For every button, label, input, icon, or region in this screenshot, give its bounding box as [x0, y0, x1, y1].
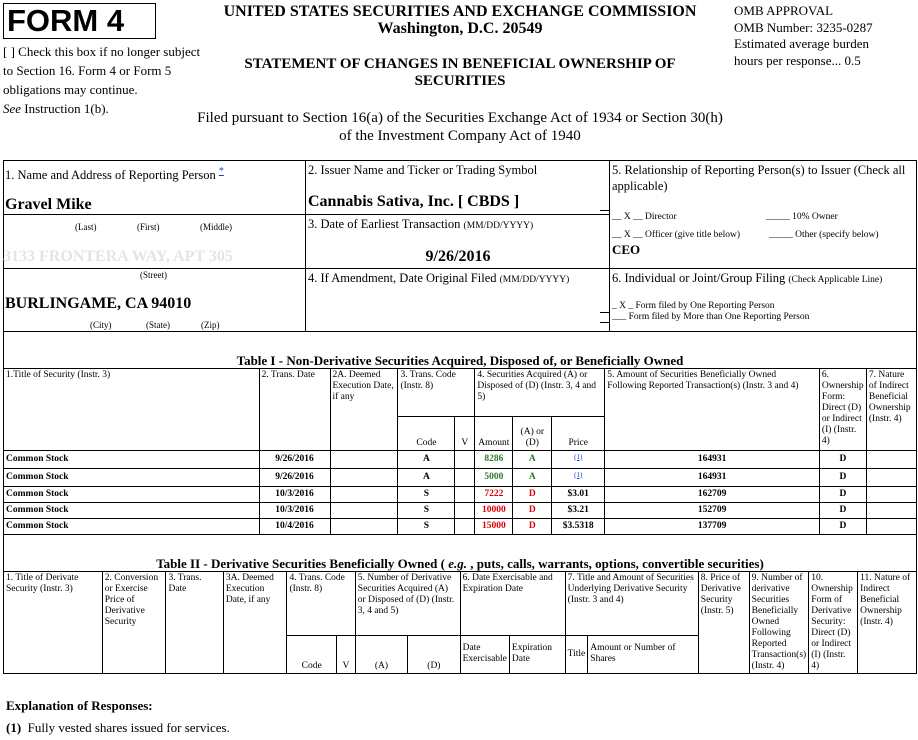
box6-label-text: 6. Individual or Joint/Group Filing — [612, 271, 786, 285]
t1-cell-title — [4, 518, 260, 534]
check-note-text: [ ] Check this box if no longer subject to Section 16. Form 4 or Form 5 obligations may continue. — [3, 44, 201, 97]
t1-cell-code — [398, 502, 455, 518]
t2-header-owned: 9. Number of derivative Securities Beneficially Owned Following Reported Transaction(s) (Instr. 4) — [749, 571, 809, 673]
table2-title-pre: Table II - Derivative Securities Beneficially Owned ( — [156, 555, 449, 571]
t1-cell-date — [259, 486, 330, 502]
t1-cell-amount-value: 7222 — [484, 488, 504, 499]
t1-cell-nature — [866, 502, 916, 518]
t1-cell-v — [455, 486, 475, 502]
box6-hint: (Check Applicable Line) — [788, 275, 883, 285]
earliest-transaction-date: 9/26/2016 — [425, 248, 491, 265]
t1-cell-nature — [866, 518, 916, 534]
t1-cell-owned-value: 164931 — [697, 453, 727, 464]
t1-cell-code-value: A — [422, 471, 430, 482]
grid-divider — [609, 160, 610, 332]
box4-label-text: 4. If Amendment, Date Original Filed — [308, 271, 497, 285]
t1-cell-owned-value: 162709 — [697, 488, 727, 499]
form-title: FORM 4 — [3, 3, 156, 39]
t1-cell-owned — [605, 468, 820, 486]
t1-cell-form — [819, 468, 866, 486]
t1-subheader-aord: (A) or (D) — [513, 416, 552, 450]
t1-cell-aord-value: A — [528, 453, 536, 464]
t1-cell-amount — [475, 502, 513, 518]
t2-subheader-expiration: Expiration Date — [509, 635, 565, 673]
officer-title: CEO — [612, 242, 641, 257]
t2-subheader-v: V — [336, 635, 355, 673]
t1-subheader-code: Code — [398, 416, 455, 450]
t1-cell-aord-value: D — [528, 520, 536, 531]
instruction-ref: Instruction 1(b). — [21, 101, 109, 116]
footnote-1 — [6, 720, 230, 736]
statement-title: STATEMENT OF CHANGES IN BENEFICIAL OWNERSHIP OF SECURITIES — [244, 56, 676, 89]
box6-label — [612, 270, 882, 288]
t1-cell-deemed — [330, 450, 398, 468]
t1-header-form: 6. Ownership Form: Direct (D) or Indirect (I) (Instr. 4) — [819, 368, 866, 450]
t1-cell-price-value: $3.21 — [567, 504, 589, 515]
agency-address: Washington, D.C. 20549 — [377, 20, 543, 37]
t1-cell-code-value: S — [423, 488, 430, 499]
box2-label: 2. Issuer Name and Ticker or Trading Symbol — [308, 163, 538, 177]
t1-cell-deemed — [330, 486, 398, 502]
agency-name: UNITED STATES SECURITIES AND EXCHANGE COMMISSION — [223, 3, 697, 20]
t1-cell-form — [819, 450, 866, 468]
t1-cell-price — [552, 450, 605, 468]
reporting-person-name: Gravel Mike — [5, 196, 92, 213]
t1-cell-form-value: D — [839, 488, 847, 499]
t1-cell-form-value: D — [839, 520, 847, 531]
relationship-other[interactable]: _____ Other (specify below) — [769, 230, 879, 240]
t2-subheader-code: Code — [287, 635, 337, 673]
t1-cell-owned-value: 164931 — [697, 471, 727, 482]
t1-cell-code — [398, 450, 455, 468]
section16-check-note — [3, 42, 203, 118]
t1-cell-aord-value: A — [528, 471, 536, 482]
t1-cell-aord — [513, 486, 552, 502]
t2-subheader-exercisable: Date Exercisable — [460, 635, 509, 673]
t2-header-form: 10. Ownership Form of Derivative Security: Direct (D) or Indirect (I) (Instr. 4) — [809, 571, 858, 673]
table-row — [4, 450, 917, 468]
t1-cell-deemed — [330, 468, 398, 486]
omb-hours: hours per response... 0.5 — [734, 52, 861, 68]
t1-cell-form-value: D — [839, 453, 847, 464]
agency-header — [200, 3, 720, 37]
explanation-heading: Explanation of Responses: — [6, 698, 153, 713]
t2-header-title: 1. Title of Derivate Security (Instr. 3) — [4, 571, 103, 673]
t1-cell-code — [398, 468, 455, 486]
filing-one-person[interactable]: _ X _ Form filed by One Reporting Person — [612, 301, 775, 311]
t1-header-date: 2. Trans. Date — [259, 368, 330, 450]
t1-header-owned: 5. Amount of Securities Beneficially Owned Following Reported Transaction(s) (Instr. 3 and 4) — [605, 368, 820, 450]
t1-cell-date-value: 9/26/2016 — [275, 453, 314, 464]
footnote-number: (1) — [6, 720, 22, 735]
filed-pursuant-text: Filed pursuant to Section 16(a) of the Securities Exchange Act of 1934 or Section 30(h) of the Investment Company Act of 1940 — [197, 110, 723, 144]
t1-cell-form-value: D — [839, 504, 847, 515]
table2-title-eg: e.g. — [448, 555, 467, 571]
see-label: See — [3, 101, 22, 116]
t1-cell-title — [4, 468, 260, 486]
table-row — [4, 486, 917, 502]
t1-cell-title-value: Common Stock — [6, 520, 69, 531]
t1-cell-price — [552, 486, 605, 502]
t1-cell-date — [259, 502, 330, 518]
grid-divider — [3, 268, 305, 269]
date-format-hint: (MM/DD/YYYY) — [499, 275, 570, 285]
t2-header-date: 3. Trans. Date — [166, 571, 223, 673]
t2-header-underlying: 7. Title and Amount of Securities Underlying Derivative Security (Instr. 3 and 4) — [565, 571, 698, 635]
footnote-text: Fully vested shares issued for services. — [27, 720, 230, 735]
t1-cell-date-value: 10/3/2016 — [275, 488, 314, 499]
t1-cell-owned — [605, 450, 820, 468]
t2-header-code: 4. Trans. Code (Instr. 8) — [287, 571, 355, 635]
t1-cell-title-value: Common Stock — [6, 453, 69, 464]
grid-divider — [305, 160, 306, 332]
t1-cell-date — [259, 450, 330, 468]
city-state-zip: BURLINGAME, CA 94010 — [5, 295, 192, 312]
grid-divider — [305, 268, 917, 269]
filing-multi-person[interactable]: ___ Form filed by More than One Reporting Person — [612, 312, 810, 322]
t2-subheader-title: Title — [565, 635, 588, 673]
t2-header-nature: 11. Nature of Indirect Beneficial Ownership (Instr. 4) — [858, 571, 917, 673]
t1-header-code: 3. Trans. Code (Instr. 8) — [398, 368, 475, 416]
relationship-officer[interactable]: __ X __ Officer (give title below) — [612, 230, 741, 240]
box3-label-text: 3. Date of Earliest Transaction — [308, 217, 461, 231]
table-row — [4, 502, 917, 518]
t1-subheader-v: V — [455, 416, 475, 450]
box5-label: 5. Relationship of Reporting Person(s) to Issuer (Check all applicable) — [612, 163, 906, 193]
t2-header-deemed: 3A. Deemed Execution Date, if any — [223, 571, 287, 673]
box4-label — [308, 270, 569, 288]
table1-non-derivative — [3, 332, 917, 544]
grid-divider — [600, 312, 609, 313]
t1-cell-code — [398, 486, 455, 502]
t1-cell-date-value: 9/26/2016 — [275, 471, 314, 482]
t1-cell-date-value: 10/3/2016 — [275, 504, 314, 515]
t1-header-nature: 7. Nature of Indirect Beneficial Ownership (Instr. 4) — [866, 368, 916, 450]
t2-subheader-a: (A) — [355, 635, 407, 673]
name-part-first: (First) — [137, 222, 160, 232]
t2-subheader-d: (D) — [408, 635, 460, 673]
date-format-hint: (MM/DD/YYYY) — [463, 221, 534, 231]
city-part-city: (City) — [90, 320, 112, 330]
t1-cell-amount-value: 5000 — [484, 471, 504, 482]
t1-header-deemed: 2A. Deemed Execution Date, if any — [330, 368, 398, 450]
grid-divider — [3, 214, 305, 215]
t1-cell-code-value: S — [423, 520, 430, 531]
table2-derivative — [3, 541, 917, 674]
box1-label — [5, 164, 224, 183]
t1-cell-aord — [513, 518, 552, 534]
name-part-middle: (Middle) — [200, 222, 232, 232]
t1-cell-price-value: $3.5318 — [562, 520, 594, 531]
t1-cell-date-value: 10/4/2016 — [275, 520, 314, 531]
t1-cell-amount — [475, 518, 513, 534]
t1-cell-owned-value: 152709 — [697, 504, 727, 515]
t1-cell-aord — [513, 468, 552, 486]
t1-cell-code-value: S — [423, 504, 430, 515]
t1-cell-aord — [513, 450, 552, 468]
table1-title: Table I - Non-Derivative Securities Acquired, Disposed of, or Beneficially Owned — [4, 332, 917, 368]
t1-cell-amount — [475, 486, 513, 502]
t1-cell-title — [4, 486, 260, 502]
t1-cell-owned-value: 137709 — [697, 520, 727, 531]
t1-cell-v — [455, 502, 475, 518]
t1-cell-code-value: A — [422, 453, 430, 464]
t1-cell-amount-value: 8286 — [484, 453, 504, 464]
t1-cell-price — [552, 468, 605, 486]
t1-cell-v — [455, 518, 475, 534]
t1-cell-price — [552, 502, 605, 518]
t1-cell-aord-value: D — [528, 504, 536, 515]
t1-subheader-price: Price — [552, 416, 605, 450]
box3-label — [308, 216, 533, 234]
t1-cell-amount-value: 15000 — [481, 520, 506, 531]
street-address: 3133 FRONTERA WAY, APT 305 — [3, 248, 233, 265]
issuer-name: Cannabis Sativa, Inc. [ CBDS ] — [308, 193, 520, 210]
t1-cell-form — [819, 502, 866, 518]
t1-cell-nature — [866, 486, 916, 502]
t2-header-exercisable: 6. Date Exercisable and Expiration Date — [460, 571, 565, 635]
t1-cell-aord-value: D — [528, 488, 536, 499]
t1-cell-owned — [605, 486, 820, 502]
table2-title — [4, 541, 917, 571]
t1-cell-nature — [866, 450, 916, 468]
t1-cell-v — [455, 468, 475, 486]
t2-subheader-amount: Amount or Number of Shares — [588, 635, 699, 673]
t1-cell-form-value: D — [839, 471, 847, 482]
omb-burden: Estimated average burden — [734, 36, 869, 51]
t1-cell-title-value: Common Stock — [6, 488, 69, 499]
t1-cell-amount-value: 10000 — [481, 504, 506, 515]
t1-cell-amount — [475, 468, 513, 486]
footnote-link[interactable]: (1) — [574, 452, 583, 461]
t1-cell-price-value: $3.01 — [567, 488, 589, 499]
grid-divider — [600, 210, 609, 211]
t1-cell-title — [4, 450, 260, 468]
t1-cell-title-value: Common Stock — [6, 471, 69, 482]
relationship-director[interactable]: __ X __ Director — [612, 212, 677, 222]
t1-cell-nature — [866, 468, 916, 486]
table2-title-post: , puts, calls, warrants, options, convertible securities) — [466, 555, 764, 571]
city-part-state: (State) — [146, 320, 170, 330]
t1-cell-v — [455, 450, 475, 468]
box1-label-text: 1. Name and Address of Reporting Person — [5, 168, 219, 183]
table-row — [4, 518, 917, 534]
t1-cell-owned — [605, 518, 820, 534]
t1-cell-form — [819, 518, 866, 534]
t1-header-title: 1.Title of Security (Instr. 3) — [4, 368, 260, 450]
t2-header-conversion: 2. Conversion or Exercise Price of Derivative Security — [102, 571, 166, 673]
t1-subheader-amount: Amount — [475, 416, 513, 450]
t2-header-price: 8. Price of Derivative Security (Instr. 5) — [698, 571, 749, 673]
t1-cell-form — [819, 486, 866, 502]
grid-divider — [600, 322, 609, 323]
t1-cell-amount — [475, 450, 513, 468]
t1-cell-date — [259, 518, 330, 534]
city-part-zip: (Zip) — [201, 320, 220, 330]
t1-cell-aord — [513, 502, 552, 518]
grid-divider — [305, 214, 609, 215]
name-part-last: (Last) — [75, 222, 97, 232]
t1-cell-deemed — [330, 502, 398, 518]
t1-cell-code — [398, 518, 455, 534]
omb-approval — [734, 3, 918, 69]
t1-header-acquired: 4. Securities Acquired (A) or Disposed of (D) (Instr. 3, 4 and 5) — [475, 368, 605, 416]
relationship-10pct-owner[interactable]: _____ 10% Owner — [766, 212, 838, 222]
t1-cell-price — [552, 518, 605, 534]
t1-cell-title-value: Common Stock — [6, 504, 69, 515]
t2-header-number: 5. Number of Derivative Securities Acquired (A) or Disposed of (D) (Instr. 3, 4 and 5) — [355, 571, 460, 635]
footnote-link[interactable]: (1) — [574, 470, 583, 479]
t1-cell-owned — [605, 502, 820, 518]
table-row — [4, 468, 917, 486]
t1-cell-deemed — [330, 518, 398, 534]
t1-cell-date — [259, 468, 330, 486]
street-label: (Street) — [140, 270, 167, 280]
asterisk-link[interactable]: * — [218, 166, 224, 177]
omb-number: OMB Number: 3235-0287 — [734, 19, 873, 35]
t1-cell-title — [4, 502, 260, 518]
omb-approval-title: OMB APPROVAL — [734, 3, 834, 18]
